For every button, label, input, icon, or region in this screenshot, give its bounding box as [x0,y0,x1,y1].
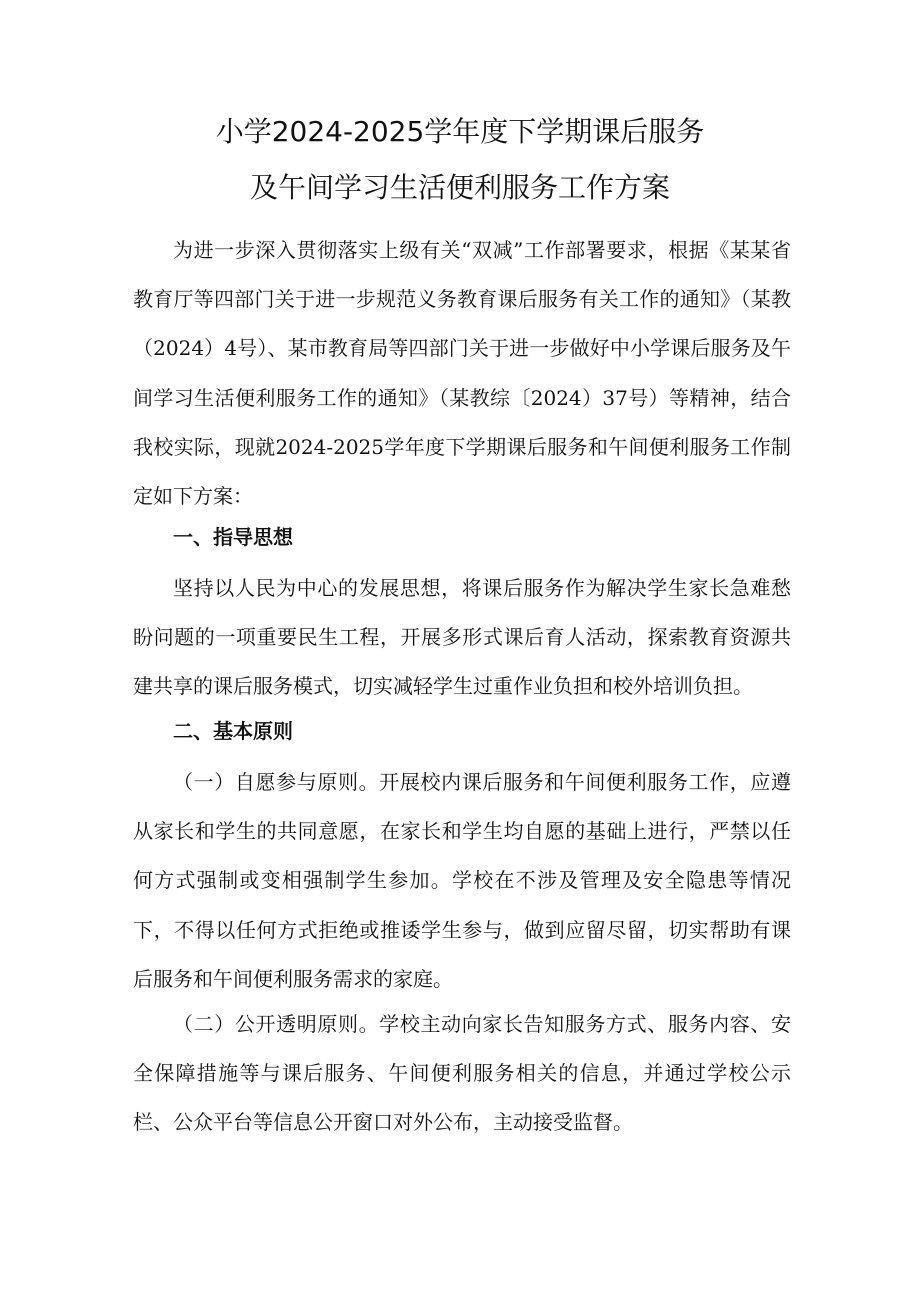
principle-voluntary-paragraph: （一）自愿参与原则。开展校内课后服务和午间便利服务工作，应遵从家长和学生的共同意愿，在家长和学生均自愿的基础上进行，严禁以任何方式强制或变相强制学生参加。学校在不涉及管理及安全隐患等情况下，不得以任何方式拒绝或推诿学生参与，做到应留尽留，切实帮助有课后服务和午间便利服务需求的家庭。 [133,770,791,991]
document-title-line-1: 小学2024-2025学年度下学期课后服务 [215,115,705,148]
document-title-line-2: 及午间学习生活便利服务工作方案 [249,171,670,204]
section-heading-guiding-ideology: 一、指导思想 [173,525,293,549]
section-heading-basic-principles: 二、基本原则 [173,719,293,743]
intro-paragraph: 为进一步深入贯彻落实上级有关“双减”工作部署要求，根据《某某省教育厅等四部门关于进一步规范义务教育课后服务有关工作的通知》（某教（2024）4号）、某市教育局等四部门关于进一步做好中小学课后服务及午间学习生活便利服务工作的通知》（某教综〔2024）37号）等精神，结合我校实际，现就2024-2025学年度下学期课后服务和午间便利服务工作制定如下方案： [133,238,791,509]
guiding-ideology-paragraph: 坚持以人民为中心的发展思想，将课后服务作为解决学生家长急难愁盼问题的一项重要民生工程，开展多形式课后育人活动，探索教育资源共建共享的课后服务模式，切实减轻学生过重作业负担和校外培训负担。 [133,576,791,699]
principle-transparency-paragraph: （二）公开透明原则。学校主动向家长告知服务方式、服务内容、安全保障措施等与课后服务、午间便利服务相关的信息，并通过学校公示栏、公众平台等信息公开窗口对外公布，主动接受监督。 [133,1012,791,1135]
